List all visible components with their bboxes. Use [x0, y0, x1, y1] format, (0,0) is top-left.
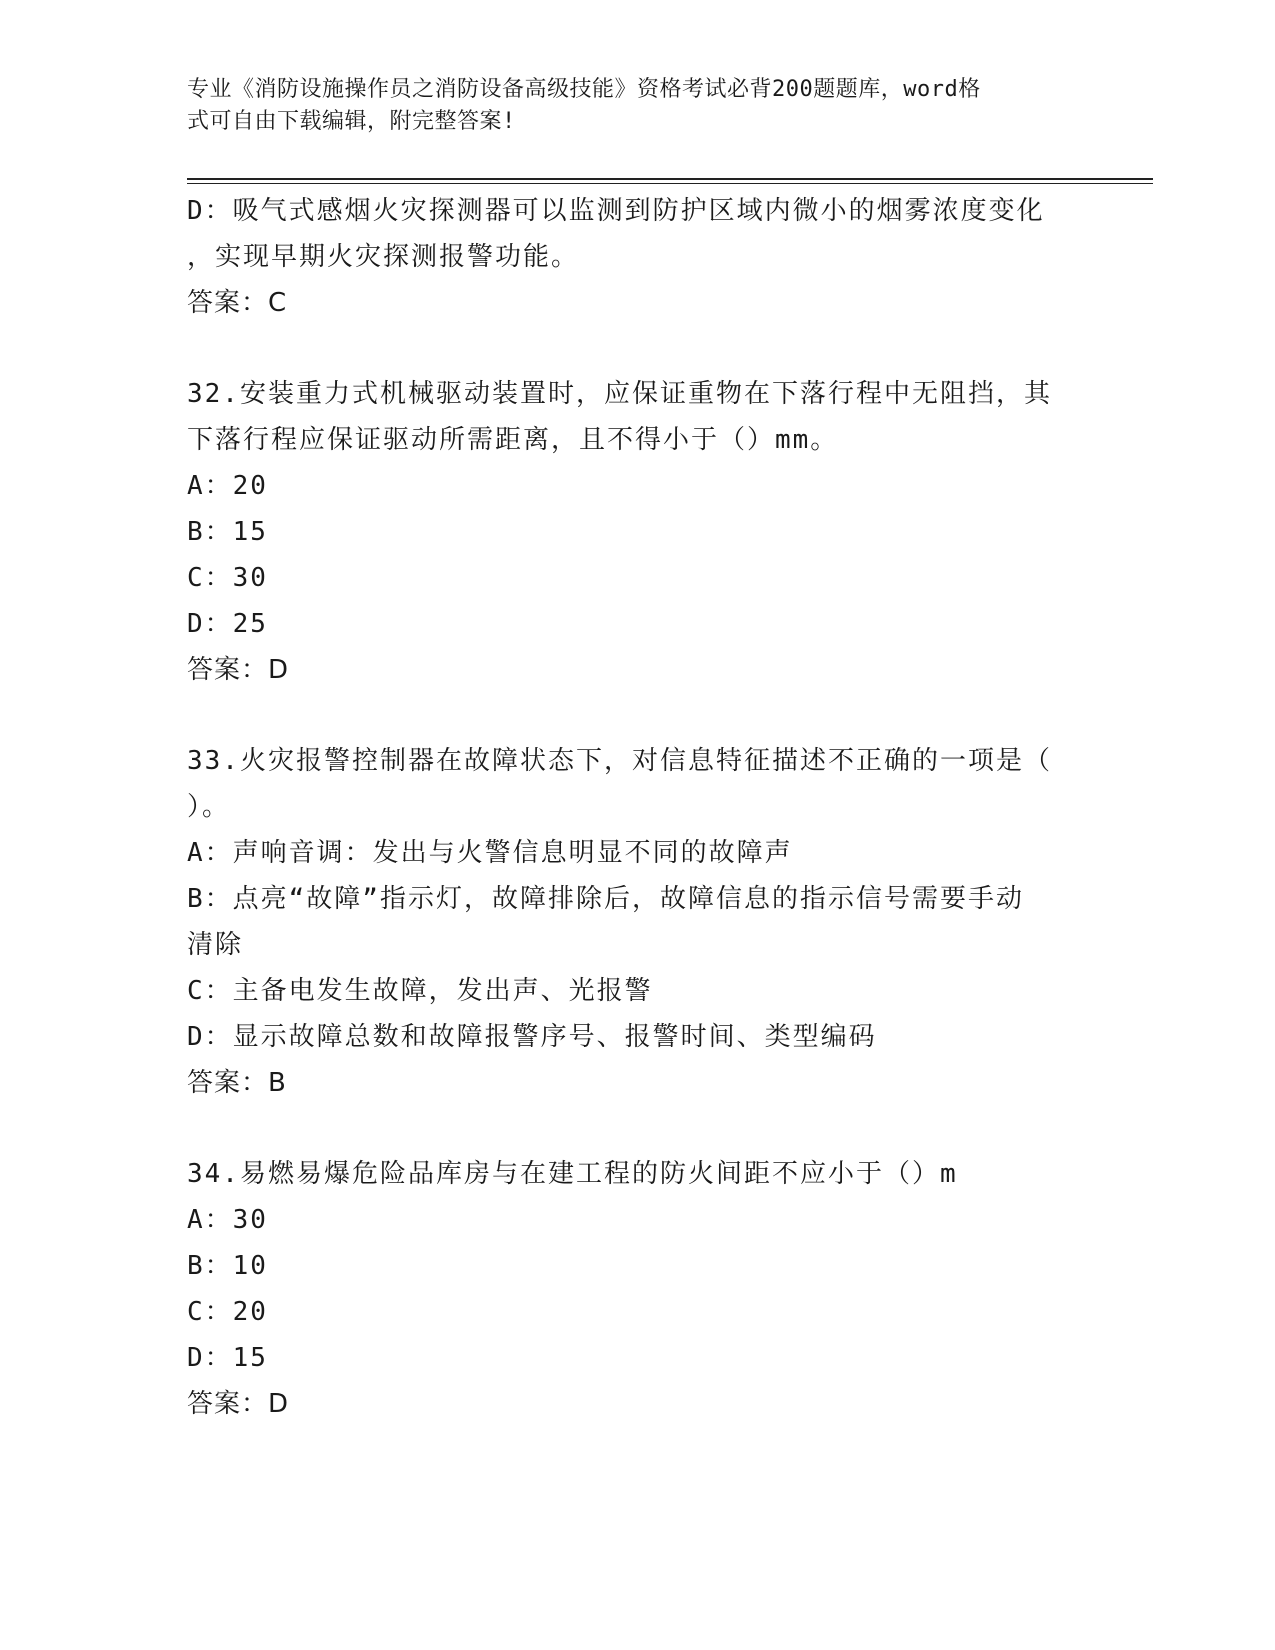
option-b-line-2: 清除	[187, 930, 244, 960]
question-content	[187, 188, 1077, 1427]
header-title-line-2: 式可自由下载编辑，附完整答案!	[187, 109, 516, 134]
question-32	[187, 371, 1077, 693]
question-stem-line-2: 下落行程应保证驱动所需距离，且不得小于（）mm。	[187, 425, 839, 455]
carryover-question	[187, 188, 1077, 326]
header-title-line-1: 专业《消防设施操作员之消防设备高级技能》资格考试必背200题题库，word格	[187, 77, 981, 102]
option-d: D：25	[187, 609, 268, 639]
option-b-line-1: B：点亮“故障”指示灯，故障排除后，故障信息的指示信号需要手动	[187, 884, 1024, 914]
option-c: C：主备电发生故障，发出声、光报警	[187, 976, 653, 1006]
option-d-line-1: D：吸气式感烟火灾探测器可以监测到防护区域内微小的烟雾浓度变化	[187, 196, 1045, 226]
option-a: A：30	[187, 1205, 268, 1235]
question-34	[187, 1151, 1077, 1427]
option-c: C：20	[187, 1297, 268, 1327]
question-stem-line-1: 34.易燃易爆危险品库房与在建工程的防火间距不应小于（）m	[187, 1159, 958, 1189]
option-d: D：15	[187, 1343, 268, 1373]
question-stem-line-2: ）。	[187, 792, 231, 822]
answer-label: 答案：D	[187, 1389, 290, 1419]
question-33	[187, 738, 1077, 1106]
answer-label: 答案：C	[187, 288, 288, 318]
option-a: A：20	[187, 471, 268, 501]
question-stem-line-1: 32.安装重力式机械驱动装置时，应保证重物在下落行程中无阻挡，其	[187, 379, 1052, 409]
answer-label: 答案：D	[187, 655, 290, 685]
page-header	[187, 74, 1067, 138]
option-d-line-2: ，实现早期火灾探测报警功能。	[187, 242, 580, 272]
option-d: D：显示故障总数和故障报警序号、报警时间、类型编码	[187, 1022, 877, 1052]
question-stem-line-1: 33.火灾报警控制器在故障状态下，对信息特征描述不正确的一项是（	[187, 746, 1052, 776]
option-b: B：10	[187, 1251, 268, 1281]
option-c: C：30	[187, 563, 268, 593]
option-b: B：15	[187, 517, 268, 547]
option-a: A：声响音调：发出与火警信息明显不同的故障声	[187, 838, 793, 868]
header-divider-thin	[187, 183, 1153, 184]
header-divider-thick	[187, 178, 1153, 180]
answer-label: 答案：B	[187, 1068, 287, 1098]
